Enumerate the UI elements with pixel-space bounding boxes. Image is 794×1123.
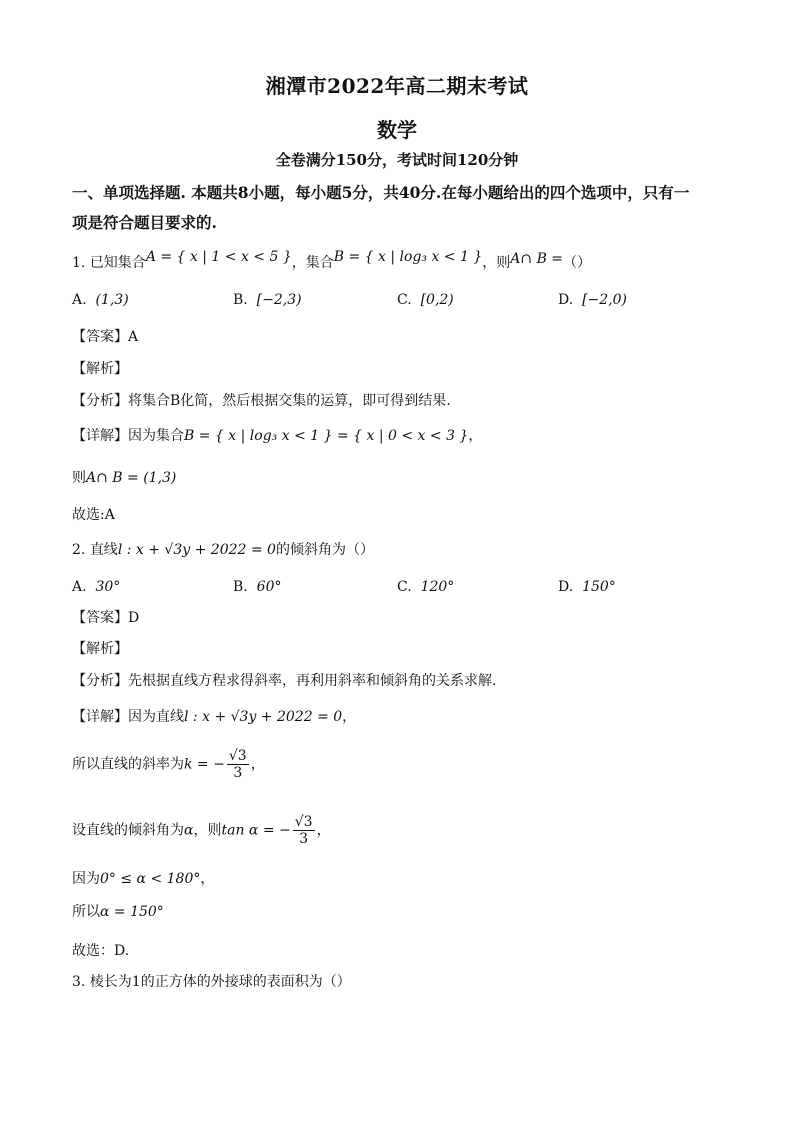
detail-text: 因为集合	[128, 428, 184, 444]
option-label: B.	[233, 579, 248, 595]
stem-text: 直线	[89, 542, 118, 558]
stem-text: 已知集合	[89, 255, 146, 271]
question-2-analysis-tag: 【解析】	[72, 641, 128, 657]
question-2-detail	[72, 708, 356, 726]
range-expr: 0° ≤ α < 180°	[100, 871, 201, 887]
question-number: 1.	[72, 255, 86, 271]
detail-text: 所以	[72, 904, 100, 920]
detail-expr: l : x + √3y + 2022 = 0	[184, 709, 343, 725]
stem-text: ，则	[482, 255, 511, 271]
question-3-stem	[72, 973, 351, 991]
question-1-option-b	[233, 291, 302, 309]
question-2-slope-line	[72, 748, 265, 781]
option-value: 120°	[420, 579, 455, 595]
question-1-analysis-tag: 【解析】	[72, 361, 128, 377]
option-label: D.	[558, 292, 574, 308]
answer-tag: 【答案】	[72, 329, 128, 345]
option-label: C.	[397, 292, 412, 308]
question-2-option-c	[397, 578, 454, 596]
fenxi-text: 将集合B化简，然后根据交集的运算，即可得到结果.	[128, 393, 451, 409]
option-value: [−2,3)	[256, 292, 302, 308]
question-2-option-d	[558, 578, 616, 596]
slope-numerator: √3	[228, 748, 247, 764]
tan-lhs: tan α = −	[221, 822, 291, 839]
result-expr: α = 150°	[100, 904, 164, 920]
question-number: 2.	[72, 542, 86, 558]
slope-fraction	[227, 748, 249, 781]
question-1-detail	[72, 427, 482, 445]
option-value: 30°	[95, 579, 121, 595]
answer-value: D	[128, 610, 140, 626]
option-label: A.	[72, 579, 87, 595]
tan-denominator: 3	[299, 831, 309, 847]
stem-text: 的倾斜角为（）	[275, 542, 374, 558]
detail-text: ，	[200, 871, 215, 887]
detail-text: ，	[250, 756, 265, 773]
question-1-fenxi	[72, 392, 451, 410]
slope-denominator: 3	[233, 765, 243, 781]
detail-expr: B = { x | log₃ x < 1 } = { x | 0 < x < 3 }	[184, 428, 469, 444]
question-2-stem	[72, 541, 374, 559]
fenxi-tag: 【分析】	[72, 673, 128, 689]
set-b-expr: B = { x | log₃ x < 1 }	[333, 249, 483, 265]
option-label: B.	[233, 292, 248, 308]
section-heading-line1: 一、单项选择题. 本题共8小题，每小题5分，共40分.在每小题给出的四个选项中，只有一	[72, 183, 690, 202]
question-1-intersection-line	[72, 469, 176, 487]
fenxi-tag: 【分析】	[72, 393, 128, 409]
slope-lhs: k = −	[184, 756, 225, 773]
question-2-conclusion: 故选：D.	[72, 943, 130, 959]
question-2-fenxi	[72, 672, 496, 690]
question-number: 3.	[72, 974, 86, 990]
option-label: D.	[558, 579, 574, 595]
option-label: C.	[397, 579, 412, 595]
fenxi-text: 先根据直线方程求得斜率，再利用斜率和倾斜角的关系求解.	[128, 673, 497, 689]
option-label: A.	[72, 292, 87, 308]
tan-numerator: √3	[294, 814, 313, 830]
option-value: [−2,0)	[582, 292, 628, 308]
detail-text: ，	[342, 709, 357, 725]
exam-subject: 数学	[377, 118, 417, 142]
detail-tag: 【详解】	[72, 709, 128, 725]
tan-fraction	[293, 814, 315, 847]
section-heading-line2: 项是符合题目要求的.	[72, 213, 217, 232]
question-1-conclusion: 故选:A	[72, 507, 115, 523]
option-value: 60°	[256, 579, 282, 595]
detail-text: 因为直线	[128, 709, 184, 725]
question-1-option-d	[558, 291, 627, 309]
stem-text: ，集合	[291, 255, 334, 271]
question-2-result-line	[72, 903, 164, 921]
question-2-tan-line	[72, 814, 331, 847]
question-1-answer	[72, 328, 138, 346]
set-a-expr: A = { x | 1 < x < 5 }	[145, 249, 292, 265]
question-1-option-a	[72, 291, 129, 309]
detail-text: 所以直线的斜率为	[72, 756, 184, 773]
detail-text: ，	[468, 428, 483, 444]
option-value: (1,3)	[95, 292, 129, 308]
question-2-option-b	[233, 578, 281, 596]
alpha-symbol: α	[184, 822, 194, 839]
detail-text: ，则	[193, 822, 222, 839]
answer-tag: 【答案】	[72, 610, 128, 626]
option-value: [0,2)	[420, 292, 454, 308]
answer-paren: （）	[563, 255, 592, 271]
intersection-result: A∩ B = (1,3)	[86, 470, 177, 486]
detail-text: 则	[72, 470, 86, 486]
exam-title: 湘潭市2022年高二期末考试	[265, 74, 529, 98]
detail-tag: 【详解】	[72, 428, 128, 444]
answer-value: A	[128, 329, 139, 345]
question-1-stem	[72, 249, 592, 272]
option-value: 150°	[582, 579, 616, 595]
detail-text: ，	[316, 822, 331, 839]
line-equation: l : x + √3y + 2022 = 0	[117, 542, 276, 558]
detail-text: 设直线的倾斜角为	[72, 822, 184, 839]
question-2-option-a	[72, 578, 120, 596]
stem-text: 棱长为1的正方体的外接球的表面积为（）	[89, 974, 351, 990]
detail-text: 因为	[72, 871, 100, 887]
intersection-expr: A∩ B =	[510, 251, 564, 267]
question-1-option-c	[397, 291, 454, 309]
question-2-range-line	[72, 870, 214, 888]
exam-info: 全卷满分150分，考试时间120分钟	[275, 151, 519, 169]
question-2-answer	[72, 609, 139, 627]
